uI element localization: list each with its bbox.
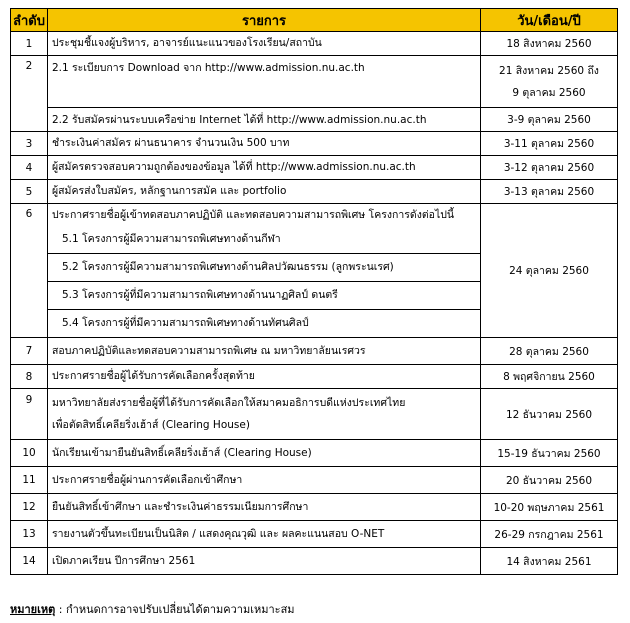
table-row: [11, 521, 618, 548]
row-item: ชำระเงินค่าสมัคร ผ่านธนาคาร จำนวนเงิน 500 บาท: [48, 132, 481, 156]
table-row: [11, 548, 618, 575]
row-item: นักเรียนเข้ามายืนยันสิทธิ์เคลียริ่งเฮ้าส์ (Clearing House): [48, 440, 481, 467]
table-row: [11, 494, 618, 521]
row-number: 11: [11, 467, 48, 494]
row-number: 3: [11, 132, 48, 156]
row-item: 2.2 รับสมัครผ่านระบบเครือข่าย Internet ได้ที่ http://www.admission.nu.ac.th: [48, 108, 481, 132]
row-date: 10-20 พฤษภาคม 2561: [481, 494, 618, 521]
schedule-table: [10, 8, 618, 575]
row-number: 13: [11, 521, 48, 548]
row-date: 28 ตุลาคม 2560: [481, 338, 618, 365]
table-row: [11, 156, 618, 180]
footnote-separator: :: [55, 603, 66, 616]
table-row: [11, 365, 618, 389]
row-date: 12 ธันวาคม 2560: [481, 389, 618, 440]
row-date: 26-29 กรกฎาคม 2561: [481, 521, 618, 548]
row-number: 12: [11, 494, 48, 521]
row-date: 3-11 ตุลาคม 2560: [481, 132, 618, 156]
row-date: 20 ธันวาคม 2560: [481, 467, 618, 494]
table-row: [11, 132, 618, 156]
row-item: มหาวิทยาลัยส่งรายชื่อผู้ที่ได้รับการคัดเลือกให้สมาคมอธิการบดีแห่งประเทศไทย เพื่อตัดสิทธิ์เคลียริ่งเฮ้าส์ (Clearing House): [48, 389, 481, 440]
row-date: 8 พฤศจิกายน 2560: [481, 365, 618, 389]
row-date: 3-12 ตุลาคม 2560: [481, 156, 618, 180]
sub-item: 5.4 โครงการผู้ที่มีความสามารถพิเศษทางด้านทัศนศิลป์: [48, 309, 480, 337]
row-number: 7: [11, 338, 48, 365]
table-row: [11, 108, 618, 132]
row-item: ยืนยันสิทธิ์เข้าศึกษา และชำระเงินค่าธรรมเนียมการศึกษา: [48, 494, 481, 521]
row-item: รายงานตัวขึ้นทะเบียนเป็นนิสิต / แสดงคุณวุฒิ และ ผลคะแนนสอบ O-NET: [48, 521, 481, 548]
table-row: [11, 32, 618, 56]
table-row: [11, 389, 618, 440]
row-number: 1: [11, 32, 48, 56]
row-item: ผู้สมัครตรวจสอบความถูกต้องของข้อมูล ได้ที่ http://www.admission.nu.ac.th: [48, 156, 481, 180]
row-number: 6: [11, 204, 48, 338]
row-date: 3-13 ตุลาคม 2560: [481, 180, 618, 204]
header-item: รายการ: [48, 9, 481, 32]
row-date: 3-9 ตุลาคม 2560: [481, 108, 618, 132]
sub-item: 5.2 โครงการผู้มีความสามารถพิเศษทางด้านศิลปวัฒนธรรม (ลูกพระนเรศ): [48, 253, 480, 281]
sub-item: 5.3 โครงการผู้ที่มีความสามารถพิเศษทางด้านนาฏศิลป์ ดนตรี: [48, 281, 480, 309]
row-date: 24 ตุลาคม 2560: [481, 204, 618, 338]
table-row: [11, 180, 618, 204]
row-number: 5: [11, 180, 48, 204]
table-row: [11, 467, 618, 494]
row-item: สอบภาคปฏิบัติและทดสอบความสามารถพิเศษ ณ มหาวิทยาลัยนเรศวร: [48, 338, 481, 365]
row-number: 4: [11, 156, 48, 180]
row-number: 10: [11, 440, 48, 467]
sub-item: 5.1 โครงการผู้มีความสามารถพิเศษทางด้านกีฬา: [62, 233, 281, 245]
row-number: 14: [11, 548, 48, 575]
header-number: ลำดับ: [11, 9, 48, 32]
row-item: ผู้สมัครส่งใบสมัคร, หลักฐานการสมัค และ portfolio: [48, 180, 481, 204]
row-item: ประชุมชี้แจงผู้บริหาร, อาจารย์แนะแนวของโรงเรียน/สถาบัน: [48, 32, 481, 56]
row-item: 2.1 ระเบียบการ Download จาก http://www.admission.nu.ac.th: [48, 56, 481, 108]
table-row: [11, 204, 618, 338]
row-date: 15-19 ธันวาคม 2560: [481, 440, 618, 467]
table-row: [11, 440, 618, 467]
footnote-label: หมายเหตุ: [10, 603, 56, 616]
row-date: 18 สิงหาคม 2560: [481, 32, 618, 56]
row-item: ประกาศรายชื่อผู้ผ่านการคัดเลือกเข้าศึกษา: [48, 467, 481, 494]
table-row: [11, 56, 618, 108]
row-number: 8: [11, 365, 48, 389]
table-row: [11, 338, 618, 365]
footnote-text: กำหนดการอาจปรับเปลี่ยนได้ตามความเหมาะสม: [65, 603, 295, 616]
footnote: [10, 600, 295, 618]
row-number: 2: [11, 56, 48, 132]
row-heading: ประกาศรายชื่อผู้เข้าทดสอบภาคปฏิบัติ และทดสอบความสามารถพิเศษ โครงการดังต่อไปนี้: [52, 209, 455, 221]
header-date: วัน/เดือน/ปี: [481, 9, 618, 32]
row-item: [48, 204, 481, 338]
row-date: 14 สิงหาคม 2561: [481, 548, 618, 575]
row-item: เปิดภาคเรียน ปีการศึกษา 2561: [48, 548, 481, 575]
row-number: 9: [11, 389, 48, 440]
table-header-row: [11, 9, 618, 32]
row-item: ประกาศรายชื่อผู้ได้รับการคัดเลือกครั้งสุดท้าย: [48, 365, 481, 389]
row-date: 21 สิงหาคม 2560 ถึง 9 ตุลาคม 2560: [481, 56, 618, 108]
